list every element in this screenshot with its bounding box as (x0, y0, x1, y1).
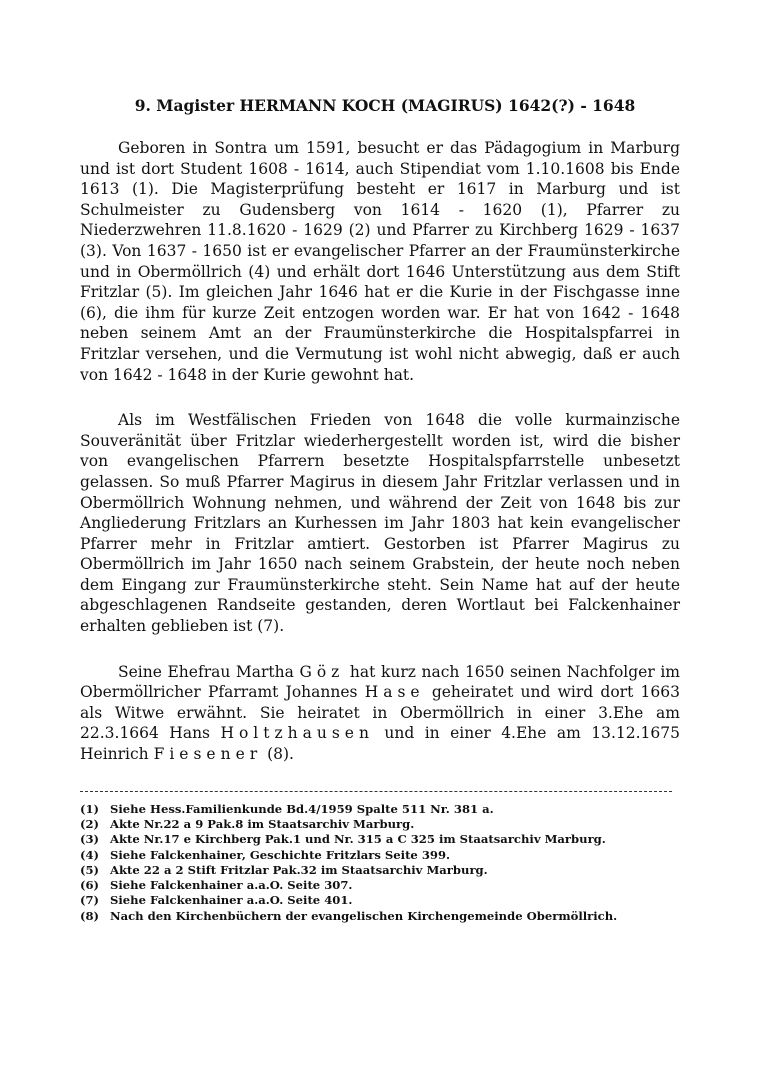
section-heading: 9. Magister HERMANN KOCH (MAGIRUS) 1642(?) - 1648 (134, 96, 636, 115)
text-segment: (8). (262, 745, 294, 764)
document-page (80, 96, 680, 924)
footnote-number: (2) (80, 816, 100, 831)
footnote-list (80, 802, 680, 924)
surname-goez: Göz (299, 662, 345, 681)
footnote-item (80, 848, 680, 863)
footnote-text: Akte Nr.17 e Kirchberg Pak.1 und Nr. 315 a C 325 im Staatsarchiv Marburg. (110, 832, 606, 847)
surname-hase: Hase (364, 683, 425, 702)
footnote-text: Siehe Hess.Familienkunde Bd.4/1959 Spalte 511 Nr. 381 a. (110, 801, 494, 816)
footnote-number: (3) (80, 832, 100, 847)
footnote-item (80, 863, 680, 878)
footnote-item (80, 878, 680, 893)
footnote-item (80, 909, 680, 924)
footnote-number: (8) (80, 908, 100, 923)
footnote-number: (7) (80, 893, 100, 908)
footnote-item (80, 817, 680, 832)
text-segment: Seine Ehefrau Martha (118, 662, 300, 681)
footnote-item (80, 802, 680, 817)
footnote-text: Siehe Falckenhainer a.a.O. Seite 401. (110, 893, 353, 908)
footnote-text: Siehe Falckenhainer, Geschichte Fritzlars Seite 399. (110, 847, 451, 862)
footnote-text: Akte 22 a 2 Stift Fritzlar Pak.32 im Staatsarchiv Marburg. (110, 862, 488, 877)
footnote-text: Nach den Kirchenbüchern der evangelischen Kirchengemeinde Obermöllrich. (110, 908, 618, 923)
surname-fiesener: Fiesener (153, 745, 263, 764)
paragraph-wife (80, 662, 680, 765)
text-segment: hat kurz nach 1650 seinen Nachfolger im Obermöllricher Pfarramt Johannes (80, 662, 680, 702)
surname-holtzhausen: Holtzhausen (220, 724, 374, 743)
footnote-text: Siehe Falckenhainer a.a.O. Seite 307. (110, 878, 353, 893)
paragraph-westphalian-peace: Als im Westfälischen Frieden von 1648 die volle kurmainzische Souveränität über Fritzlar wiederhergestellt worden ist, wird die bisher von evangelischen Pfarrern besetzte Hospitalspfarrstelle unbesetzt gelassen. So muß Pfarrer Magirus in diesem Jahr Fritzlar verlassen und in Obermöllrich Wohnung nehmen, und während der Zeit von 1648 bis zur Angliederung Fritzlars an Kurhessen im Jahr 1803 hat kein evangelischer Pfarrer mehr in Fritzlar amtiert. Gestorben ist Pfarrer Magirus zu Obermöllrich im Jahr 1650 nach seinem Grabstein, der heute noch neben dem Eingang zur Fraumünsterkirche steht. Sein Name hat auf der heute abgeschlagenen Randseite gestanden, deren Wortlaut bei Falckenhainer erhalten geblieben ist (7). (80, 411, 680, 636)
text-segment: und in einer 4.Ehe am 13.12.1675 Heinrich (80, 724, 680, 764)
footnote-item (80, 893, 680, 908)
footnote-number: (6) (80, 878, 100, 893)
footnote-text: Akte Nr.22 a 9 Pak.8 im Staatsarchiv Marburg. (110, 816, 415, 831)
paragraph-biography: Geboren in Sontra um 1591, besucht er das Pädagogium in Marburg und ist dort Student 1608 - 1614, auch Stipendiat vom 1.10.1608 bis Ende 1613 (1). Die Magisterprüfung besteht er 1617 in Marburg und ist Schulmeister zu Gudensberg von 1614 - 1620 (1), Pfarrer zu Niederzwehren 11.8.1620 - 1629 (2) und Pfarrer zu Kirchberg 1629 - 1637 (3). Von 1637 - 1650 ist er evangelischer Pfarrer an der Fraumünsterkirche und in Obermöllrich (4) und erhält dort 1646 Unterstützung aus dem Stift Fritzlar (5). Im gleichen Jahr 1646 hat er die Kurie in der Fischgasse inne (6), die ihm für kurze Zeit entzogen worden war. Er hat von 1642 - 1648 neben seinem Amt an der Fraumünsterkirche die Hospitalspfarrei in Fritzlar versehen, und die Vermutung ist wohl nicht abwegig, daß er auch von 1642 - 1648 in der Kurie gewohnt hat. (80, 139, 680, 384)
footnote-number: (1) (80, 801, 100, 816)
footnote-number: (5) (80, 862, 100, 877)
footnote-divider (80, 791, 672, 792)
footnote-number: (4) (80, 847, 100, 862)
footnote-item (80, 832, 680, 847)
text-segment: geheiratet und wird dort 1663 als Witwe erwähnt. Sie heiratet in Obermöllrich in einer 3.Ehe am 22.3.1664 Hans (80, 683, 680, 743)
